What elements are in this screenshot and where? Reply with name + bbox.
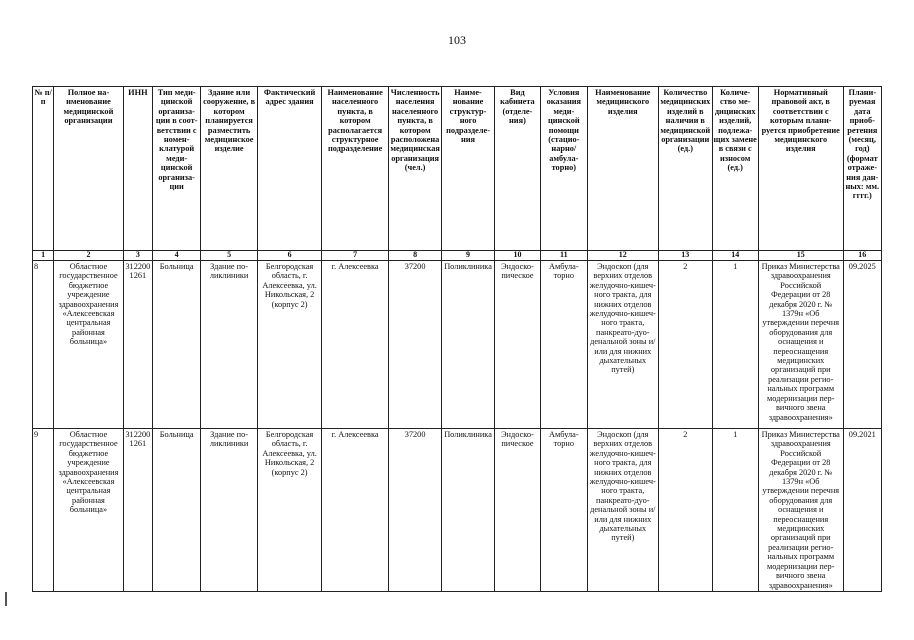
cabinet-type: Эндоскопическое <box>494 429 540 592</box>
row-number: 9 <box>33 429 54 592</box>
organization-name: Областное государственное бюджетное учреждение здравоохранения «Алексеевская центральная районная больница» <box>54 429 124 592</box>
population: 37200 <box>388 429 441 592</box>
organization-type: Больница <box>152 429 200 592</box>
header-row <box>33 87 882 251</box>
header-cell: Фактический адрес здания <box>257 87 322 251</box>
column-number: 5 <box>201 251 257 261</box>
building: Здание поликлиники <box>201 429 257 592</box>
quantity-replace: 1 <box>712 261 758 429</box>
header-cell: Наименование медицинского изделия <box>587 87 659 251</box>
column-number-row <box>33 251 882 261</box>
header-cell: № п/п <box>33 87 54 251</box>
legal-act: Приказ Министерства здравоохранения Российской Федерации от 28 декабря 2020 г. № 1379н «Об утверждении перечня оборудования для оснащения и переоснащения медицинских организаций при реализации региональных программ модернизации первичного звена здравоохранения» <box>758 261 843 429</box>
column-number: 2 <box>54 251 124 261</box>
address: Белгородская область, г. Алексеевка, ул. Никольская, 2 (корпус 2) <box>257 429 322 592</box>
settlement: г. Алексеевка <box>322 429 389 592</box>
header-cell: Условия оказания медицинской помощи (стационарно/ амбулаторно) <box>541 87 587 251</box>
column-number: 6 <box>257 251 322 261</box>
column-number: 9 <box>442 251 494 261</box>
column-number: 16 <box>843 251 881 261</box>
header-cell: Наименование структурного подразделения <box>442 87 494 251</box>
column-number: 1 <box>33 251 54 261</box>
population: 37200 <box>388 261 441 429</box>
header-cell: Количество медицинских изделий, подлежащих замене в связи с износом (ед.) <box>712 87 758 251</box>
legal-act: Приказ Министерства здравоохранения Российской Федерации от 28 декабря 2020 г. № 1379н «Об утверждении перечня оборудования для оснащения и переоснащения медицинских организаций при реализации региональных программ модернизации первичного звена здравоохранения» <box>758 429 843 592</box>
row-number: 8 <box>33 261 54 429</box>
page-number: 103 <box>448 33 466 47</box>
header-cell: Количество медицинских изделий в наличии в медицинской организации (ед.) <box>659 87 712 251</box>
column-number: 10 <box>494 251 540 261</box>
header-cell: Численность населения населенного пункта, в котором расположена медицинская организация (чел.) <box>388 87 441 251</box>
header-cell: Тип медицинской организации в соответствии с номенклатурой медицинской организации <box>152 87 200 251</box>
inn: 3122001261 <box>123 429 152 592</box>
column-number: 8 <box>388 251 441 261</box>
table-row <box>33 429 882 592</box>
column-number: 15 <box>758 251 843 261</box>
purchase-date: 09.2025 <box>843 261 881 429</box>
header-cell: Вид кабинета (отделения) <box>494 87 540 251</box>
quantity-available: 2 <box>659 261 712 429</box>
organization-type: Больница <box>152 261 200 429</box>
column-number: 7 <box>322 251 389 261</box>
column-number: 3 <box>123 251 152 261</box>
header-cell: Планируемая дата приобретения (месяц, год) (формат отражения данных: мм. гггг.) <box>843 87 881 251</box>
scan-edge-mark <box>5 592 7 606</box>
medical-equipment-table <box>32 86 882 592</box>
table-row <box>33 261 882 429</box>
division: Поликлиника <box>442 261 494 429</box>
column-number: 4 <box>152 251 200 261</box>
building: Здание поликлиники <box>201 261 257 429</box>
quantity-available: 2 <box>659 429 712 592</box>
address: Белгородская область, г. Алексеевка, ул. Никольская, 2 (корпус 2) <box>257 261 322 429</box>
cabinet-type: Эндоскопическое <box>494 261 540 429</box>
settlement: г. Алексеевка <box>322 261 389 429</box>
column-number: 14 <box>712 251 758 261</box>
header-cell: Наименование населенного пункта, в котором располагается структурное подразделение <box>322 87 389 251</box>
header-cell: Полное наименование медицинской организации <box>54 87 124 251</box>
inn: 3122001261 <box>123 261 152 429</box>
column-number: 12 <box>587 251 659 261</box>
organization-name: Областное государственное бюджетное учреждение здравоохранения «Алексеевская центральная районная больница» <box>54 261 124 429</box>
device-name: Эндоскоп (для верхних отделов желудочно-кишечного тракта, для нижних отделов желудочно-кишечного тракта, панкреато-дуоденальной зоны и/или для нижних дыхательных путей) <box>587 261 659 429</box>
header-cell: Здание или сооружение, в котором планируется разместить медицинское изделие <box>201 87 257 251</box>
division: Поликлиника <box>442 429 494 592</box>
header-cell: Нормативный правовой акт, в соответствии с которым планируется приобретение медицинского изделия <box>758 87 843 251</box>
device-name: Эндоскоп (для верхних отделов желудочно-кишечного тракта, для нижних отделов желудочно-кишечного тракта, панкреато-дуоденальной зоны и/или для нижних дыхательных путей) <box>587 429 659 592</box>
quantity-replace: 1 <box>712 429 758 592</box>
column-number: 11 <box>541 251 587 261</box>
column-number: 13 <box>659 251 712 261</box>
purchase-date: 09.2021 <box>843 429 881 592</box>
header-cell: ИНН <box>123 87 152 251</box>
care-conditions: Амбулаторно <box>541 261 587 429</box>
care-conditions: Амбулаторно <box>541 429 587 592</box>
